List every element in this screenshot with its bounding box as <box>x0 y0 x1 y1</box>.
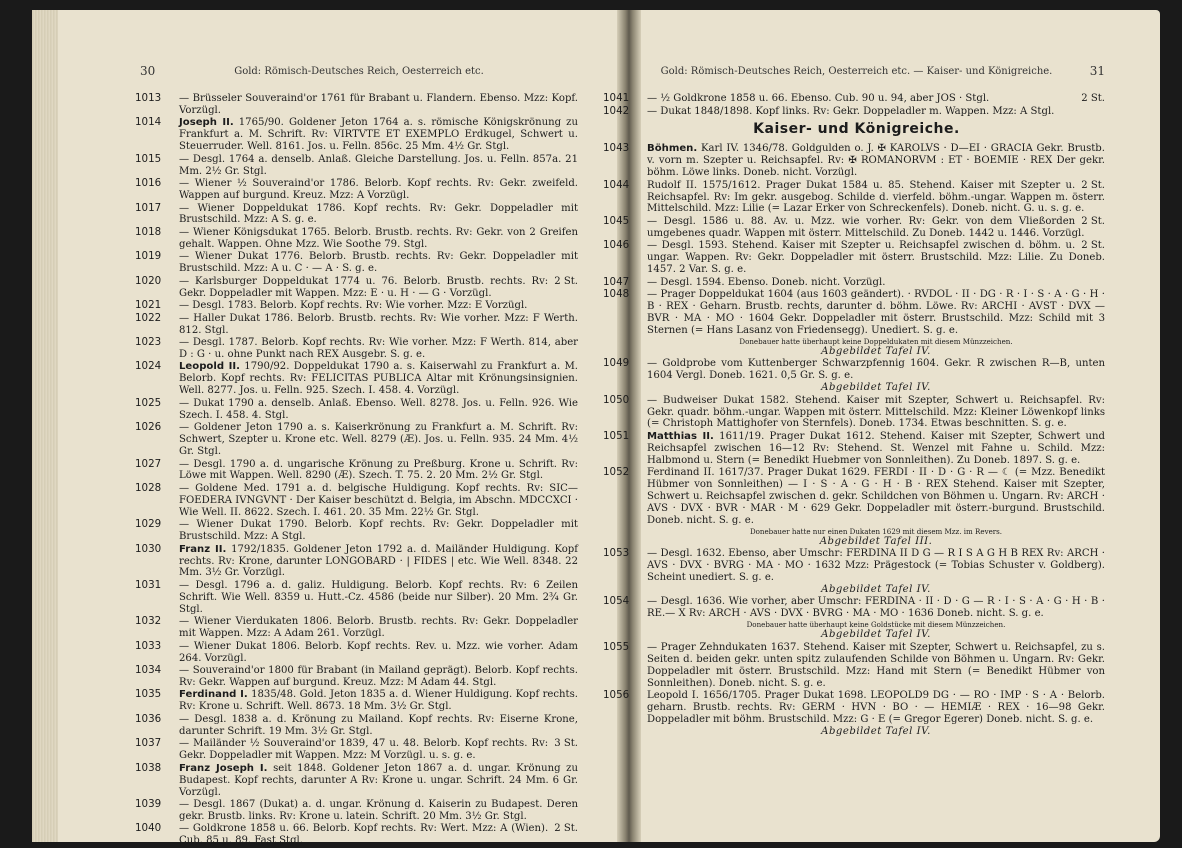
catalog-entry <box>603 466 1105 547</box>
entry-number: 1046 <box>603 239 630 252</box>
catalog-entry <box>603 214 1105 240</box>
entry-text <box>179 203 578 227</box>
plate-reference: Abgebildet Tafel IV. <box>821 345 931 357</box>
left-page-number: 30 <box>140 64 156 78</box>
entry-description: — Desgl. 1636. Wie vorher, aber Umschr: FERDINA · II · D · G — R · I · S · A · G · H · B · RE.— X Rv: ARCH · AVS · DVX · BVRG · MA · MO · 1636 Doneb. nicht. S. g. e. <box>647 596 1105 620</box>
entry-number: 1043 <box>603 142 630 155</box>
catalog-entry <box>135 664 578 689</box>
entry-footnote: Donebauer hatte nur einen Dukaten 1629 mit diesem Mzz. im Revers. <box>749 526 1003 536</box>
entry-number: 1040 <box>135 822 162 835</box>
entry-number: 1055 <box>603 640 630 653</box>
entry-number: 1034 <box>135 664 162 677</box>
entry-description: — Wiener Dukat 1776. Belorb. Brustb. rechts. Rv: Gekr. Doppeladler mit Brustschild. Mzz: A u. C · — A · S. g. e. <box>179 251 578 275</box>
entry-number: 1052 <box>603 466 630 479</box>
entry-number: 1039 <box>135 798 162 810</box>
catalog-entry <box>135 639 578 665</box>
entry-text <box>179 361 578 397</box>
entry-description: — Budweiser Dukat 1582. Stehend. Kaiser mit Szepter, Schwert u. Reichsapfel. Rv: Gekr. quadr. böhm.-ungar. Wappen mit österr. Mittelschild. Mzz: Kleiner Löwenkopf links (= Christoph Mattighofer von Sternfels). Doneb. 1734. Etwas beschnitten. S. g. e. <box>647 394 1105 430</box>
entry-number: 1025 <box>135 396 162 409</box>
entry-number: 1024 <box>135 360 162 373</box>
entry-description: — Wiener Vierdukaten 1806. Belorb. Brustb. rechts. Rv: Gekr. Doppeladler mit Wappen. Mzz: A Adam 261. Vorzügl. <box>179 616 578 640</box>
entry-description: 1790/92. Doppeldukat 1790 a. s. Kaiserwahl zu Frankfurt a. M. Belorb. Kopf rechts. Rv: FELICITAS PUBLICA Altar mit Krönungsinsignien. Well. 8277. Jos. u. Felln. 925. Szech. I. 458. 4. Vorzügl. <box>179 361 578 397</box>
catalog-entry <box>603 640 1105 690</box>
entry-number: 1036 <box>135 712 162 725</box>
right-catalog-entries <box>603 92 1105 738</box>
entry-text <box>179 300 578 312</box>
entry-text <box>179 689 578 713</box>
entry-description: — Mailänder ½ Souveraind'or 1839, 47 u. 48. Belorb. Kopf rechts. Rv: Gekr. Doppeladler mit Wappen. Mzz: M Vorzügl. u. s. g. e. <box>179 738 549 762</box>
entry-text <box>179 154 578 178</box>
entry-description: — ½ Goldkrone 1858 u. 66. Ebenso. Cub. 90 u. 94, aber JOS · Stgl. <box>647 93 990 104</box>
entry-text <box>647 596 1105 620</box>
entry-description: 1611/19. Prager Dukat 1612. Stehend. Kaiser mit Szepter, Schwert und Reichsapfel zwischen 16—12 Rv: Stehend. St. Wenzel mit Fahne u. Schild. Mzz: Halbmond u. Stern (= Benedikt Huebmer von Sonnleithen). Zu Doneb. 1897. S. g. e. <box>647 430 1105 466</box>
catalog-entry <box>135 688 578 713</box>
piece-count: 2 St. <box>554 275 578 287</box>
entry-description: — Desgl. 1764 a. denselb. Anlaß. Gleiche Darstellung. Jos. u. Felln. 857a. 21 Mm. 2½ Gr. Stgl. <box>179 153 578 177</box>
entry-footnote: Donebauer hatte überhaupt keine Doppeldukaten mit diesem Münzzeichen. <box>739 336 1013 346</box>
catalog-entry <box>603 689 1105 738</box>
catalog-entry <box>135 396 578 422</box>
entry-description: — Wiener Dukat 1806. Belorb. Kopf rechts. Rev. u. Mzz. wie vorher. Adam 264. Vorzügl. <box>179 640 578 664</box>
entry-text <box>179 665 578 689</box>
ruler-name: Joseph II. <box>179 117 234 129</box>
right-page-number: 31 <box>1089 64 1105 78</box>
entry-text <box>647 642 1105 690</box>
entry-number: 1020 <box>135 274 162 287</box>
catalog-entry <box>603 178 1105 216</box>
entry-text <box>647 289 1105 337</box>
entry-number: 1041 <box>603 92 630 104</box>
ruler-name: Franz Joseph I. <box>179 762 268 774</box>
entry-number: 1016 <box>135 177 162 190</box>
ruler-name: Matthias II. <box>647 430 714 442</box>
entry-description: — Desgl. 1796 a. d. galiz. Huldigung. Belorb. Kopf rechts. Rv: 6 Zeilen Schrift. Wie Well. 8359 u. Hutt.-Cz. 4586 (beide nur Silber). 20 Mm. 2¾ Gr. Stgl. <box>179 579 578 615</box>
catalog-entry <box>135 457 578 483</box>
entry-text <box>647 180 1105 216</box>
entry-number: 1018 <box>135 225 162 238</box>
catalog-entry <box>135 798 578 823</box>
entry-text <box>647 358 1105 382</box>
catalog-entry <box>135 274 578 300</box>
catalog-entry <box>135 299 578 312</box>
plate-reference: Abgebildet Tafel IV. <box>821 583 931 595</box>
entry-description: — Desgl. 1867 (Dukat) a. d. ungar. Krönung d. Kaiserin zu Budapest. Deren gekr. Brustb. links. Rv: Krone u. latein. Schrift. 20 Mm. 3½ Gr. Stgl. <box>179 799 578 822</box>
ruler-name: Leopold II. <box>179 361 240 373</box>
entry-text <box>647 143 1105 179</box>
catalog-entry <box>135 542 579 580</box>
entry-text <box>179 823 578 847</box>
catalog-entry <box>603 104 1105 118</box>
entry-text <box>179 313 578 337</box>
entry-number: 1049 <box>603 357 630 370</box>
entry-text <box>179 227 578 251</box>
entry-number: 1033 <box>135 639 162 652</box>
ruler-name: Ferdinand I. <box>179 689 248 701</box>
entry-description: — Dukat 1790 a. denselb. Anlaß. Ebenso. Well. 8278. Jos. u. Felln. 926. Wie Szech. I. 458. 4. Stgl. <box>179 397 578 421</box>
catalog-entry <box>135 360 578 397</box>
entry-text <box>179 738 578 762</box>
entry-description: — Brüsseler Souveraind'or 1761 für Brabant u. Flandern. Ebenso. Mzz: Kopf. Vorzügl. <box>179 93 578 116</box>
entry-number: 1031 <box>135 578 162 591</box>
piece-count: 2 St. <box>1081 93 1105 104</box>
entry-text <box>179 519 578 543</box>
entry-text <box>647 690 1105 726</box>
entry-text <box>179 117 578 153</box>
catalog-entry <box>603 429 1105 467</box>
entry-text <box>179 422 578 458</box>
entry-description: — Haller Dukat 1786. Belorb. Brustb. rechts. Rv: Wie vorher. Mzz: F Werth. 812. Stgl. <box>179 312 578 336</box>
entry-text <box>647 548 1105 584</box>
catalog-entry <box>603 595 1105 641</box>
entry-description: — Desgl. 1787. Belorb. Kopf rechts. Rv: Wie vorher. Mzz: F Werth. 814, aber D : G · u. ohne Punkt nach REX Ausgebr. S. g. e. <box>179 337 578 360</box>
section-title: Kaiser- und Königreiche. <box>753 121 960 138</box>
entry-text <box>179 251 578 275</box>
entry-description: — Desgl. 1593. Stehend. Kaiser mit Szepter u. Reichsapfel zwischen d. böhm. u. ungar. Wappen. Rv: Gekr. Doppeladler mit österr. Brustschild. Mzz: Lilie. Zu Doneb. 1457. 2 Var. S. g. e. <box>647 240 1105 276</box>
entry-number: 1019 <box>135 250 162 263</box>
catalog-entry <box>135 311 578 337</box>
catalog-entry <box>603 275 1105 289</box>
entry-number: 1029 <box>135 518 162 531</box>
entry-text <box>647 277 1105 289</box>
entry-description: — Goldkrone 1858 u. 66. Belorb. Kopf rechts. Rv: Wert. Mzz: A (Wien). Cub. 85 u. 89. Fast Stgl. <box>179 823 549 847</box>
entry-description: — Desgl. 1594. Ebenso. Doneb. nicht. Vorzügl. <box>647 276 886 288</box>
entry-description: — Goldener Jeton 1790 a. s. Kaiserkrönung zu Frankfurt a. M. Schrift. Rv: Schwert, Szepter u. Krone etc. Well. 8279 (Æ). Jos. u. Felln. 935. 24 Mm. 4½ Gr. Stgl. <box>179 422 578 457</box>
entry-number: 1015 <box>135 152 162 165</box>
entry-text <box>179 799 578 823</box>
catalog-entry <box>135 578 578 616</box>
catalog-entry <box>603 547 1105 596</box>
entry-description: Rudolf II. 1575/1612. Prager Dukat 1584 u. 85. Stehend. Kaiser mit Szepter u. Reichsapfel. Rv: Im gekr. ausgebog. Schilde d. vierfeld. böhm.-ungar. Wappen m. österr. Mittelschild. Mzz: Lilie (= Lazar Erker von Schreckenfels). Doneb. nicht. G. u. s. g. e. <box>647 179 1105 215</box>
entry-text <box>179 93 578 117</box>
entry-description: — Prager Doppeldukat 1604 (aus 1603 geändert). · RVDOL · II · DG · R · I · S · A · G · H · B · REX · Geharn. Brustb. rechts, darunter d. böhm. Löwe. Rv: ARCHI · AVST · DVX — BVR · MA · MO · 1604 Gekr. Doppeladler mit österr. Brustschild. Mzz: Schild mit 3 Sternen (= Hans Lasanz von Friedensegg). Unediert. S. g. e. <box>647 289 1105 336</box>
entry-text <box>647 93 1105 105</box>
entry-number: 1045 <box>603 214 630 227</box>
catalog-entry <box>135 177 578 202</box>
entry-description: — Dukat 1848/1898. Kopf links. Rv: Gekr. Doppeladler m. Wappen. Mzz: A Stgl. <box>647 105 1055 117</box>
catalog-entry <box>603 92 1105 105</box>
entry-description: Leopold I. 1656/1705. Prager Dukat 1698. LEOPOLD9 DG · — RO · IMP · S · A · Belorb. geharn. Brustb. rechts. Rv: GERM · HVN · BO · — HEMIÆ · REX · 16—98 Gekr. Doppeladler mit böhm. Brustschild. Mzz: G · E (= Gregor Egerer) Doneb. nicht. S. g. e. <box>647 690 1105 725</box>
entry-description: — Prager Zehndukaten 1637. Stehend. Kaiser mit Szepter, Schwert u. Reichsapfel, zu s. Seiten d. beiden gekr. unten spitz zulaufenden Schilde von Böhmen u. Ungarn. Rv: Gekr. Doppeladler mit österr. Brustschild. Mzz: Hand mit Stern (= Benedikt Hübmer von Sonnleithen). Doneb. nicht. S. g. e. <box>647 641 1105 689</box>
piece-count: 3 St. <box>554 738 578 750</box>
entry-footnote: Donebauer hatte überhaupt keine Goldstücke mit diesem Münzzeichen. <box>746 620 1006 630</box>
ruler-name: Böhmen. <box>647 143 698 155</box>
page-edges <box>32 10 58 842</box>
entry-text <box>647 395 1105 431</box>
piece-count: 2 St. <box>1081 240 1105 252</box>
catalog-entry <box>135 822 578 847</box>
catalog-entry <box>135 152 578 178</box>
plate-reference: Abgebildet Tafel IV. <box>821 629 931 641</box>
entry-description: — Desgl. 1783. Belorb. Kopf rechts. Rv: Wie vorher. Mzz: E Vorzügl. <box>179 300 528 312</box>
plate-reference: Abgebildet Tafel IV. <box>821 382 931 394</box>
catalog-entry <box>135 116 578 153</box>
entry-description: 1792/1835. Goldener Jeton 1792 a. d. Mailänder Huldigung. Kopf rechts. Rv: Krone, darunter LONGOBARD · | FIDES | etc. Wie Well. 8348. 22 Mm. 3½ Gr. Vorzügl. <box>179 543 579 579</box>
catalog-entry <box>135 518 578 543</box>
entry-text <box>179 337 578 361</box>
catalog-entry <box>603 142 1105 179</box>
entry-number: 1038 <box>135 761 162 774</box>
entry-text <box>179 276 578 300</box>
entry-text <box>179 616 578 640</box>
right-running-title: Gold: Römisch-Deutsches Reich, Oesterreich etc. — Kaiser- und Königreiche. <box>660 66 1053 77</box>
entry-number: 1030 <box>135 542 162 555</box>
catalog-entry <box>135 421 578 458</box>
catalog-entry <box>135 737 578 762</box>
entry-description: — Desgl. 1838 a. d. Krönung zu Mailand. Kopf rechts. Rv: Eiserne Krone, darunter Schrift. 19 Mm. 3½ Gr. Stgl. <box>179 713 578 737</box>
entry-description: — Desgl. 1632. Ebenso, aber Umschr: FERDINA II D G — R I S A G H B REX Rv: ARCH · AVS · DVX · BVRG · MA · MO · 1632 Mzz: Prägestock (= Tobias Schuster v. Goldberg). Scheint unediert. S. g. e. <box>647 548 1105 584</box>
entry-description: Karl IV. 1346/78. Goldgulden o. J. ✠ KAROLVS · D—EI · GRACIA Gekr. Brustb. v. vorn m. Szepter u. Reichsapfel. Rv: ✠ ROMANORVM : ET · BOEMIE · REX Der gekr. böhm. Löwe links. Doneb. nicht. Vorzügl. <box>647 143 1105 179</box>
entry-description: — Wiener ½ Souveraind'or 1786. Belorb. Kopf rechts. Rv: Gekr. zweifeld. Wappen auf burgund. Kreuz. Mzz: A Vorzügl. <box>179 178 578 202</box>
piece-count: 2 St. <box>554 823 578 835</box>
piece-count: 2 St. <box>1081 215 1105 227</box>
entry-number: 1044 <box>603 178 630 191</box>
entry-number: 1022 <box>135 311 162 324</box>
entry-number: 1032 <box>135 615 162 628</box>
entry-number: 1023 <box>135 336 162 349</box>
entry-description: — Goldprobe vom Kuttenberger Schwarzpfennig 1604. Gekr. R zwischen R—B, unten 1604 Vergl. Doneb. 1621. 0,5 Gr. S. g. e. <box>647 358 1105 382</box>
entry-number: 1035 <box>135 688 162 701</box>
left-running-title: Gold: Römisch-Deutsches Reich, Oesterreich etc. <box>234 66 484 77</box>
entry-number: 1013 <box>135 92 162 104</box>
piece-count: 2 St. <box>1081 179 1105 191</box>
catalog-entry <box>135 761 578 799</box>
entry-number: 1017 <box>135 201 162 214</box>
entry-text <box>647 240 1105 276</box>
catalog-entry <box>603 239 1105 276</box>
entry-number: 1028 <box>135 481 162 494</box>
entry-number: 1048 <box>603 288 630 301</box>
catalog-entry <box>135 712 578 738</box>
ruler-name: Franz II. <box>179 543 227 555</box>
catalog-entry <box>135 481 578 519</box>
entry-description: — Goldene Med. 1791 a. d. belgische Huldigung. Kopf rechts. Rv: SIC—FOEDERA IVNGVNT · Der Kaiser beschützt d. Belgia, im Abschn. MDCCXCI · Wie Well. II. 8622. Szech. I. 461. 20. 35 Mm. 22½ Gr. Stgl. <box>179 482 578 518</box>
entry-number: 1051 <box>603 429 630 442</box>
entry-description: Ferdinand II. 1617/37. Prager Dukat 1629. FERDI · II · D · G · R — ☾ (= Mzz. Benedikt Hübmer von Sonnleithen) — I · S · A · G · H · B · REX Stehend. Kaiser mit Szepter, Schwert u. Reichsapfel zwischen d. gekr. Schildchen von Böhmen u. Ungarn. Rv: ARCH · AVS · DVX · BVR · MAR · M · 629 Gekr. Doppeladler mit österr.-burgund. Brustschild. Doneb. nicht. S. g. e. <box>647 467 1105 526</box>
entry-number: 1026 <box>135 421 162 434</box>
entry-number: 1014 <box>135 116 162 129</box>
entry-number: 1053 <box>603 547 630 560</box>
catalog-entry <box>603 357 1105 394</box>
entry-text <box>179 178 578 202</box>
entry-text <box>647 216 1105 240</box>
entry-number: 1047 <box>603 275 630 288</box>
entry-description: 1765/90. Goldener Jeton 1764 a. s. römische Königskrönung zu Frankfurt a. M. Schrift. Rv: VIRTVTE ET EXEMPLO Erdkugel, Schwert u. Steuerruder. Well. 8161. Jos. u. Felln. 856c. 25 Mm. 4½ Gr. Stgl. <box>179 117 578 153</box>
entry-number: 1021 <box>135 299 162 312</box>
entry-text <box>647 106 1105 118</box>
entry-text <box>647 467 1105 527</box>
catalog-entry <box>603 288 1105 358</box>
entry-number: 1056 <box>603 689 630 701</box>
entry-number: 1027 <box>135 457 162 470</box>
plate-reference: Abgebildet Tafel III. <box>819 535 933 547</box>
entry-description: — Desgl. 1586 u. 88. Av. u. Mzz. wie vorher. Rv: Gekr. von dem Vließorden umgebenes quadr. Wappen mit österr. Mittelschild. Zu Doneb. 1442 u. 1446. Vorzügl. <box>647 215 1085 239</box>
entry-text <box>179 641 578 665</box>
entry-number: 1050 <box>603 393 630 406</box>
entry-text <box>179 459 578 483</box>
entry-description: — Wiener Dukat 1790. Belorb. Kopf rechts. Rv: Gekr. Doppeladler mit Brustschild. Mzz: A Stgl. <box>179 519 578 543</box>
entry-description: — Karlsburger Doppeldukat 1774 u. 76. Belorb. Brustb. rechts. Rv: Gekr. Doppeladler mit Wappen. Mzz: E · u. H · — G · Vorzügl. <box>179 275 549 299</box>
entry-description: — Wiener Doppeldukat 1786. Kopf rechts. Rv: Gekr. Doppeladler mit Brustschild. Mzz: A S. g. e. <box>179 202 578 226</box>
entry-description: 1835/48. Gold. Jeton 1835 a. d. Wiener Huldigung. Kopf rechts. Rv: Krone u. Schrift. Well. 8673. 18 Mm. 3½ Gr. Stgl. <box>179 689 578 713</box>
catalog-entry <box>135 92 578 117</box>
catalog-entry <box>135 615 578 640</box>
entry-number: 1037 <box>135 737 162 750</box>
catalog-entry <box>135 225 578 251</box>
entry-description: seit 1848. Goldener Jeton 1867 a. d. ungar. Krönung zu Budapest. Kopf rechts, darunter A Rv: Krone u. ungar. Schrift. 24 Mm. 6 Gr. Vorzügl. <box>179 762 578 798</box>
entry-description: — Souveraind'or 1800 für Brabant (in Mailand geprägt). Belorb. Kopf rechts. Rv: Gekr. Wappen auf burgund. Kreuz. Mzz: M Adam 44. Stgl. <box>179 665 578 688</box>
left-catalog-entries <box>135 92 579 848</box>
entry-text <box>179 763 578 799</box>
entry-text <box>179 714 578 738</box>
catalog-entry <box>135 201 578 227</box>
entry-text <box>647 431 1105 467</box>
entry-text <box>179 544 578 580</box>
entry-description: — Wiener Königsdukat 1765. Belorb. Brustb. rechts. Rv: Gekr. von 2 Greifen gehalt. Wappen. Ohne Mzz. Wie Soothe 79. Stgl. <box>179 226 578 250</box>
catalog-entry <box>135 336 578 361</box>
catalog-entry <box>135 250 578 275</box>
entry-number: 1042 <box>603 104 630 117</box>
entry-text <box>179 483 578 519</box>
plate-reference: Abgebildet Tafel IV. <box>821 725 931 737</box>
entry-number: 1054 <box>603 595 630 608</box>
entry-description: — Desgl. 1790 a. d. ungarische Krönung zu Preßburg. Krone u. Schrift. Rv: Löwe mit Wappen. Well. 8290 (Æ). Szech. T. 75. 2. 20 Mm. 2½ Gr. Stgl. <box>179 458 578 482</box>
entry-text <box>179 398 578 422</box>
entry-text <box>179 580 578 616</box>
catalog-entry <box>603 393 1105 431</box>
